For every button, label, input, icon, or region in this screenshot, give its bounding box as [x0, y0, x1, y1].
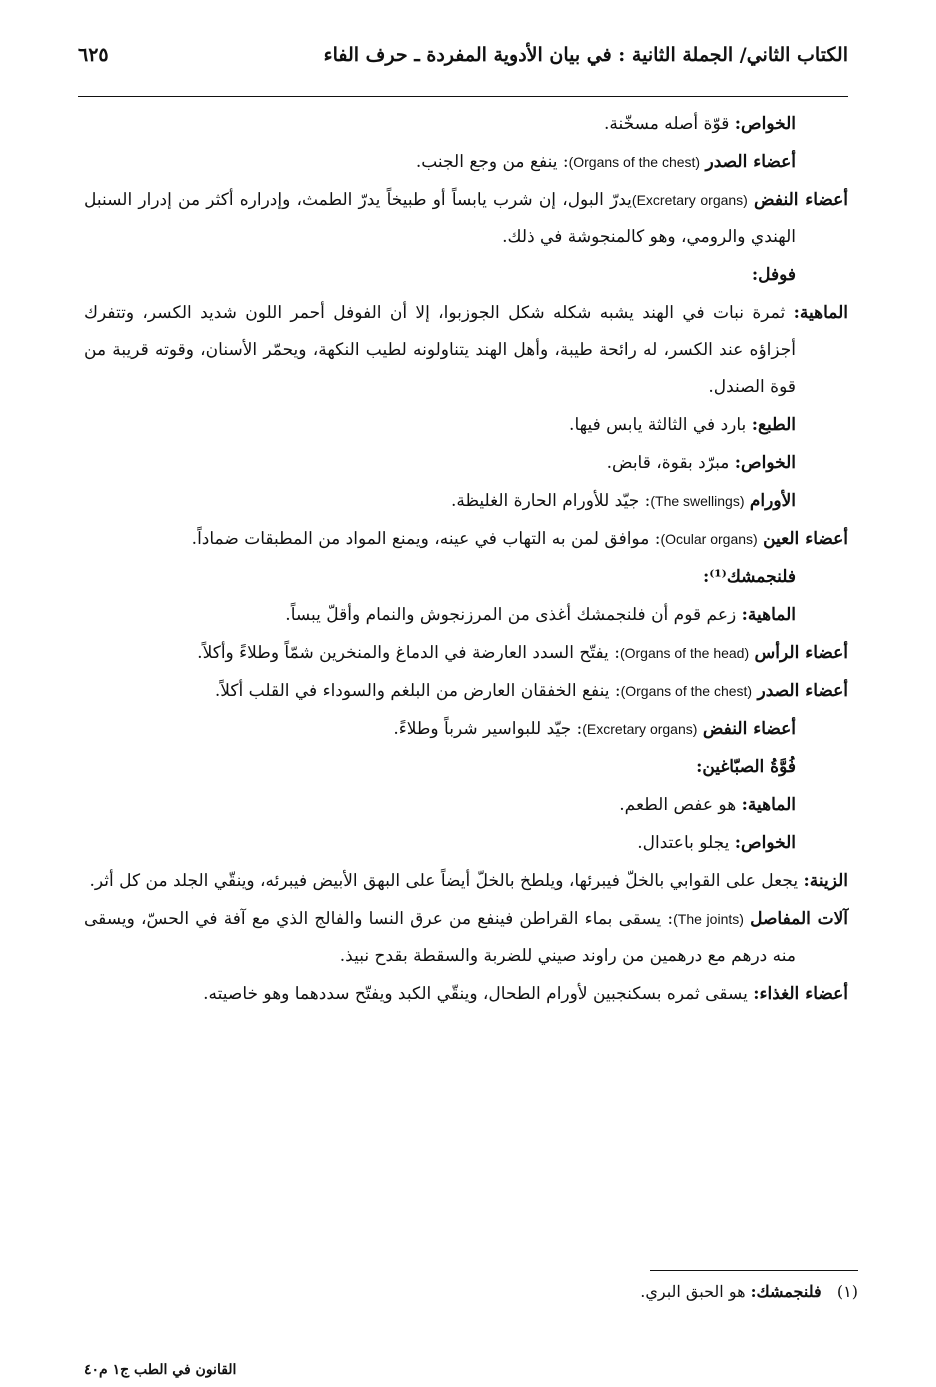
main-text [84, 106, 848, 1014]
page-number: ٦٢٥ [78, 44, 109, 66]
entry-khawas-fuwwa: الخواص: يجلو باعتدال. [637, 833, 796, 853]
footnote-marker: (١) [836, 1282, 858, 1301]
entry-joints: آلات المفاصل (The joints): يسقى بماء القراطن فينفع من عرق النسا والفالج الذي مع آفة في الحسّ، ويسقى منه درهم مع درهمين من راوند صيني للضربة والسقطة بقدح نبيذ. [84, 909, 848, 966]
footnote [84, 1282, 858, 1301]
entry-swellings: الأورام (The swellings): جيّد للأورام الحارة الغليظة. [450, 491, 796, 511]
heading-fufal: فوفل: [751, 265, 796, 285]
entry-tab-fufal: الطبع: بارد في الثالثة يابس فيها. [569, 415, 796, 435]
entry-ocular-organs: أعضاء العين (Ocular organs): موافق لمن به التهاب في عينه، ويمنع المواد من المطبقات ضماداً. [191, 529, 848, 549]
heading-fuwwat-al-sabbaghin: فُوَّةُ الصبّاغين: [696, 757, 796, 777]
heading-falanjamashk: فلنجمشك⁽¹⁾: [702, 567, 796, 587]
header-rule [78, 96, 848, 97]
page-header [78, 44, 848, 66]
entry-khawas-1: الخواص: قوّة أصله مسخّنة. [603, 114, 796, 134]
entry-chest-organs-2: أعضاء الصدر (Organs of the chest): ينفع الخفقان العارض من البلغم والسوداء في القلب أكلاً. [214, 681, 848, 701]
footnote-rule [650, 1270, 858, 1271]
entry-zeena: الزينة: يجعل على القوابي بالخلّ فيبرئها، ويلطخ بالخلّ أيضاً على البهق الأبيض فيبرئه، وينقّي الجلد من كل أثر. [89, 871, 848, 891]
page-footer: القانون في الطب ج١ م٤٠ [84, 1362, 237, 1378]
entry-mahiya-fuwwa: الماهية: هو عفص الطعم. [619, 795, 796, 815]
entry-chest-organs-1: أعضاء الصدر (Organs of the chest): ينفع من وجع الجنب. [415, 152, 796, 172]
entry-mahiya-fufal: الماهية: ثمرة نبات في الهند يشبه شكله شكل الجوزبوا، إلا أن الفوفل أحمر اللون شديد الكسر، وتتفرك أجزاؤه عند الكسر، له رائحة طيبة، وأهل الهند يتناولونه لطيب النكهة، ويحمّر الأسنان، وقوته قريبة من قوة الصندل. [84, 303, 848, 397]
entry-nutrition-organs: أعضاء الغذاء: يسقى ثمره بسكنجبين لأورام الطحال، وينقّي الكبد ويفتّح سددهما وهو خاصيته. [203, 984, 848, 1004]
entry-mahiya-falanjamashk: الماهية: زعم قوم أن فلنجمشك أغذى من المرزنجوش والنمام وأقلّ يبساً. [285, 605, 796, 625]
entry-excretory-organs-1: أعضاء النفض (Excretary organs)يدرّ البول، إن شرب يابساً أو طبيخاً يدرّ الطمث، وإدراره أكثر من إدرار السنبل الهندي والرومي، وهو كالمنجوشة في ذلك. [84, 190, 848, 247]
entry-khawas-fufal: الخواص: مبرّد بقوة، قابض. [606, 453, 796, 473]
footnote-term: فلنجمشك: [750, 1282, 822, 1301]
entry-head-organs: أعضاء الرأس (Organs of the head): يفتّح السدد العارضة في الدماغ والمنخرين شمّاً وطلاءً وأكلاً. [197, 643, 848, 663]
entry-excretory-organs-2: أعضاء النفض (Excretary organs): جيّد للبواسير شرباً وطلاءً. [393, 719, 796, 739]
footnote-text: هو الحبق البري. [640, 1282, 746, 1301]
running-title: الكتاب الثاني/ الجملة الثانية : في بيان الأدوية المفردة ـ حرف الفاء [323, 44, 848, 66]
